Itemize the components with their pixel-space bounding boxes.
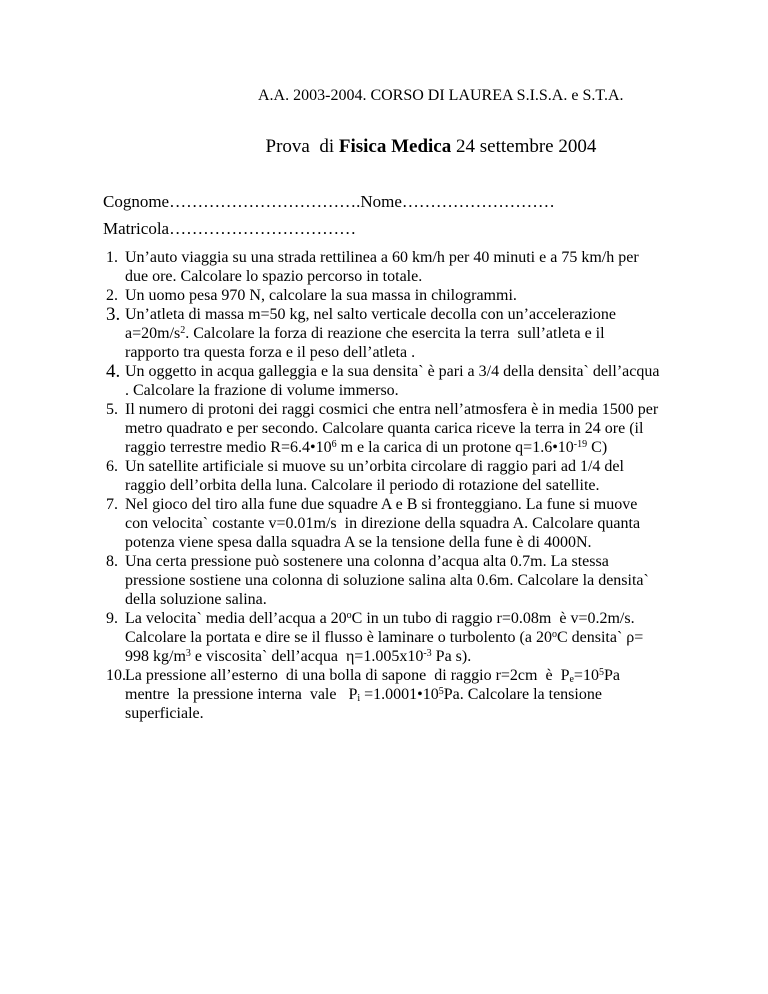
problem-number: 6. xyxy=(106,458,118,475)
subscript-text: e xyxy=(569,674,574,685)
subscript-text: i xyxy=(357,693,361,704)
problem-text: Nel gioco del tiro alla fune due squadre A e B si fronteggiano. La fune si muove con velocita` costante v=0.01m/s in direzione della squadra A. Calcolare quanta potenza viene spesa dalla squadra A se la tensione della fune è di 4000N. xyxy=(125,496,645,551)
problem-text: Un’auto viaggia su una strada rettilinea a 60 km/h per 40 minuti e a 75 km/h per due ore. Calcolare lo spazio percorso in totale. xyxy=(125,249,643,285)
problem-text: La pressione all’esterno di una bolla di sapone di raggio r=2cm è $P_e=10^5Pa$ mentre la pressione interna vale $P_i$ $=1.0001•10^5Pa$. Calcolare la tensione superficiale. xyxy=(125,667,624,722)
problem-item xyxy=(103,286,661,305)
problem-item xyxy=(103,609,661,666)
superscript-text: 5 xyxy=(598,667,604,678)
problem-text: La velocita` media dell’acqua a 20$^o$C in un tubo di raggio r=0.08m è v=0.2m/s. Calcolare la portata e dire se il flusso è laminare o turbolento (a 20$^o$C densita` ρ= 998 $kg/m^3$ e viscosita` dell’acqua $\eta=1.005x10^{-3}$ Pa s). xyxy=(125,610,648,665)
problem-item xyxy=(103,666,661,723)
superscript-text: -3 xyxy=(423,648,432,659)
superscript-text: -19 xyxy=(573,439,588,450)
problem-item xyxy=(103,361,664,400)
course-title: A.A. 2003-2004. CORSO DI LAUREA S.I.S.A. e S.T.A. xyxy=(258,87,624,104)
problem-list xyxy=(103,248,664,723)
problem-number: 8. xyxy=(106,553,118,570)
matricola-line: Matricola…………………………… xyxy=(103,219,357,238)
surname-name-line: Cognome…………………………….Nome……………………… xyxy=(103,192,555,211)
superscript-text: 2 xyxy=(180,325,186,336)
problem-number: 3. xyxy=(106,304,121,325)
exam-date: 24 settembre 2004 xyxy=(451,136,597,157)
problem-number: 9. xyxy=(106,610,118,627)
superscript-text: 3 xyxy=(185,648,191,659)
problem-item xyxy=(103,248,661,286)
problem-item xyxy=(103,495,661,552)
problem-text: Un satellite artificiale si muove su un’orbita circolare di raggio pari ad 1/4 del raggio dell’orbita della luna. Calcolare il periodo di rotazione del satellite. xyxy=(125,458,628,494)
problem-item xyxy=(103,457,661,495)
superscript-text: 6 xyxy=(331,439,337,450)
problem-text: Un’atleta di massa m=50 kg, nel salto verticale decolla con un’accelerazione $a=20m/s^2$. Calcolare la forza di reazione che esercita la terra sull’atleta e il rapporto tra questa forza e il peso dell’atleta . xyxy=(125,306,621,361)
problem-text: Una certa pressione può sostenere una colonna d’acqua alta 0.7m. La stessa pressione sostiene una colonna di soluzione salina alta 0.6m. Calcolare la densita` della soluzione salina. xyxy=(125,553,653,608)
superscript-text: 5 xyxy=(438,686,444,697)
problem-number: 4. xyxy=(106,361,121,382)
problem-number: 5. xyxy=(106,401,118,418)
exam-subject: Fisica Medica xyxy=(338,136,452,157)
problem-text: Il numero di protoni dei raggi cosmici che entra nell’atmosfera è in media 1500 per metro quadrato e per secondo. Calcolare quanta carica riceve la terra in 24 ore (il raggio terrestre medio $R=6.4•10^6$ m e la carica di un protone $q=1.6•10^{-19}$ C) xyxy=(125,401,663,456)
superscript-text: o xyxy=(346,610,352,621)
problem-number: 2. xyxy=(106,287,118,304)
problem-item xyxy=(103,305,661,362)
problem-item xyxy=(103,400,661,457)
superscript-text: o xyxy=(551,629,557,640)
problem-number: 1. xyxy=(106,249,118,266)
problem-number: 7. xyxy=(106,496,118,513)
problem-number: 10. xyxy=(106,667,126,684)
exam-title-prefix: Prova di xyxy=(265,136,339,157)
problem-text: Un uomo pesa 970 N, calcolare la sua massa in chilogrammi. xyxy=(125,287,517,304)
problem-text: Un oggetto in acqua galleggia e la sua densita` è pari a 3/4 della densita` dell’acqua . Calcolare la frazione di volume immerso. xyxy=(125,363,664,399)
exam-title xyxy=(103,111,663,183)
problem-item xyxy=(103,552,661,609)
